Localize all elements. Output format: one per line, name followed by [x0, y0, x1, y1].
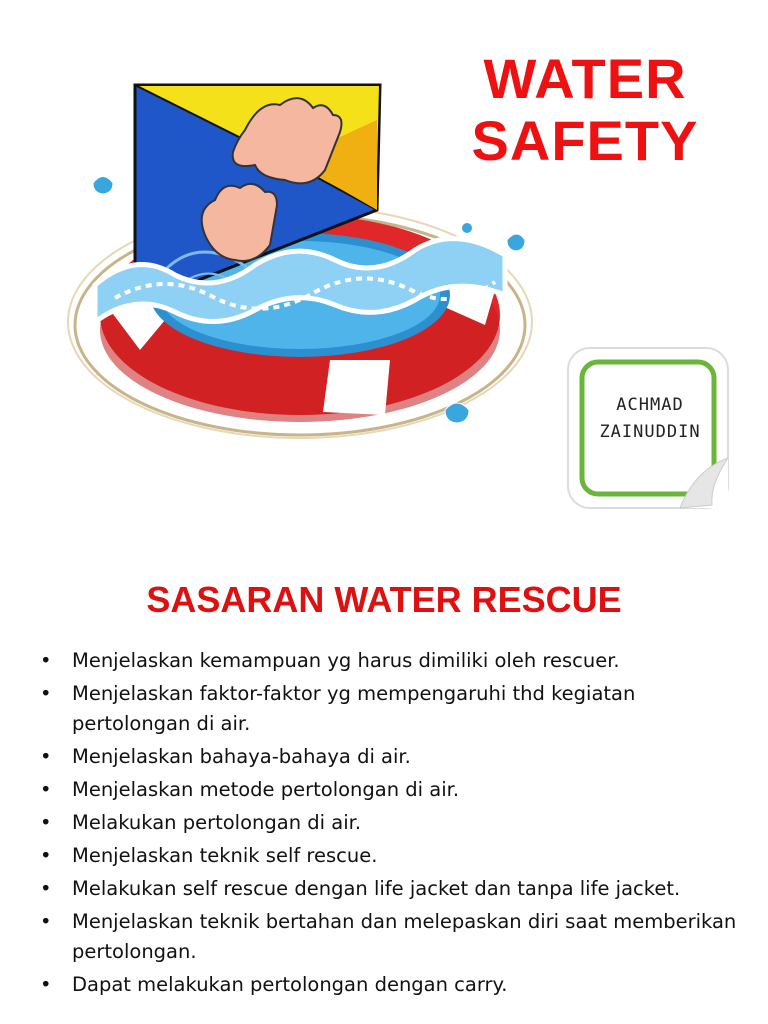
main-title — [440, 48, 730, 172]
list-item-text: Menjelaskan teknik self rescue. — [72, 844, 378, 867]
author-name — [585, 392, 715, 446]
bullet-icon: • — [40, 745, 52, 768]
section-title: SASARAN WATER RESCUE — [146, 579, 622, 620]
list-item — [40, 742, 740, 772]
list-item-text: Menjelaskan kemampuan yg harus dimiliki oleh rescuer. — [72, 649, 620, 672]
objectives-list — [40, 646, 740, 1003]
list-item — [40, 970, 740, 1000]
list-item-text: Menjelaskan teknik bertahan dan melepaskan diri saat memberikan pertolongan. — [72, 910, 737, 963]
list-item — [40, 874, 740, 904]
list-item — [40, 808, 740, 838]
author-name-line1: ACHMAD — [616, 395, 684, 415]
bullet-icon: • — [40, 649, 52, 672]
bullet-icon: • — [40, 682, 52, 705]
bullet-icon: • — [40, 910, 52, 933]
list-item — [40, 679, 740, 739]
list-item — [40, 907, 740, 967]
list-item-text: Menjelaskan faktor-faktor yg mempengaruhi thd kegiatan pertolongan di air. — [72, 682, 636, 735]
bullet-icon: • — [40, 844, 52, 867]
bullet-icon: • — [40, 778, 52, 801]
bullet-icon: • — [40, 973, 52, 996]
author-name-line2: ZAINUDDIN — [599, 422, 701, 442]
main-title-line2: SAFETY — [471, 109, 699, 172]
list-item — [40, 841, 740, 871]
list-item — [40, 775, 740, 805]
list-item — [40, 646, 740, 676]
list-item-text: Menjelaskan bahaya-bahaya di air. — [72, 745, 411, 768]
main-title-line1: WATER — [483, 47, 687, 110]
bullet-icon: • — [40, 877, 52, 900]
list-item-text: Melakukan pertolongan di air. — [72, 811, 362, 834]
list-item-text: Dapat melakukan pertolongan dengan carry. — [72, 973, 508, 996]
bullet-icon: • — [40, 811, 52, 834]
list-item-text: Menjelaskan metode pertolongan di air. — [72, 778, 460, 801]
list-item-text: Melakukan self rescue dengan life jacket dan tanpa life jacket. — [72, 877, 681, 900]
